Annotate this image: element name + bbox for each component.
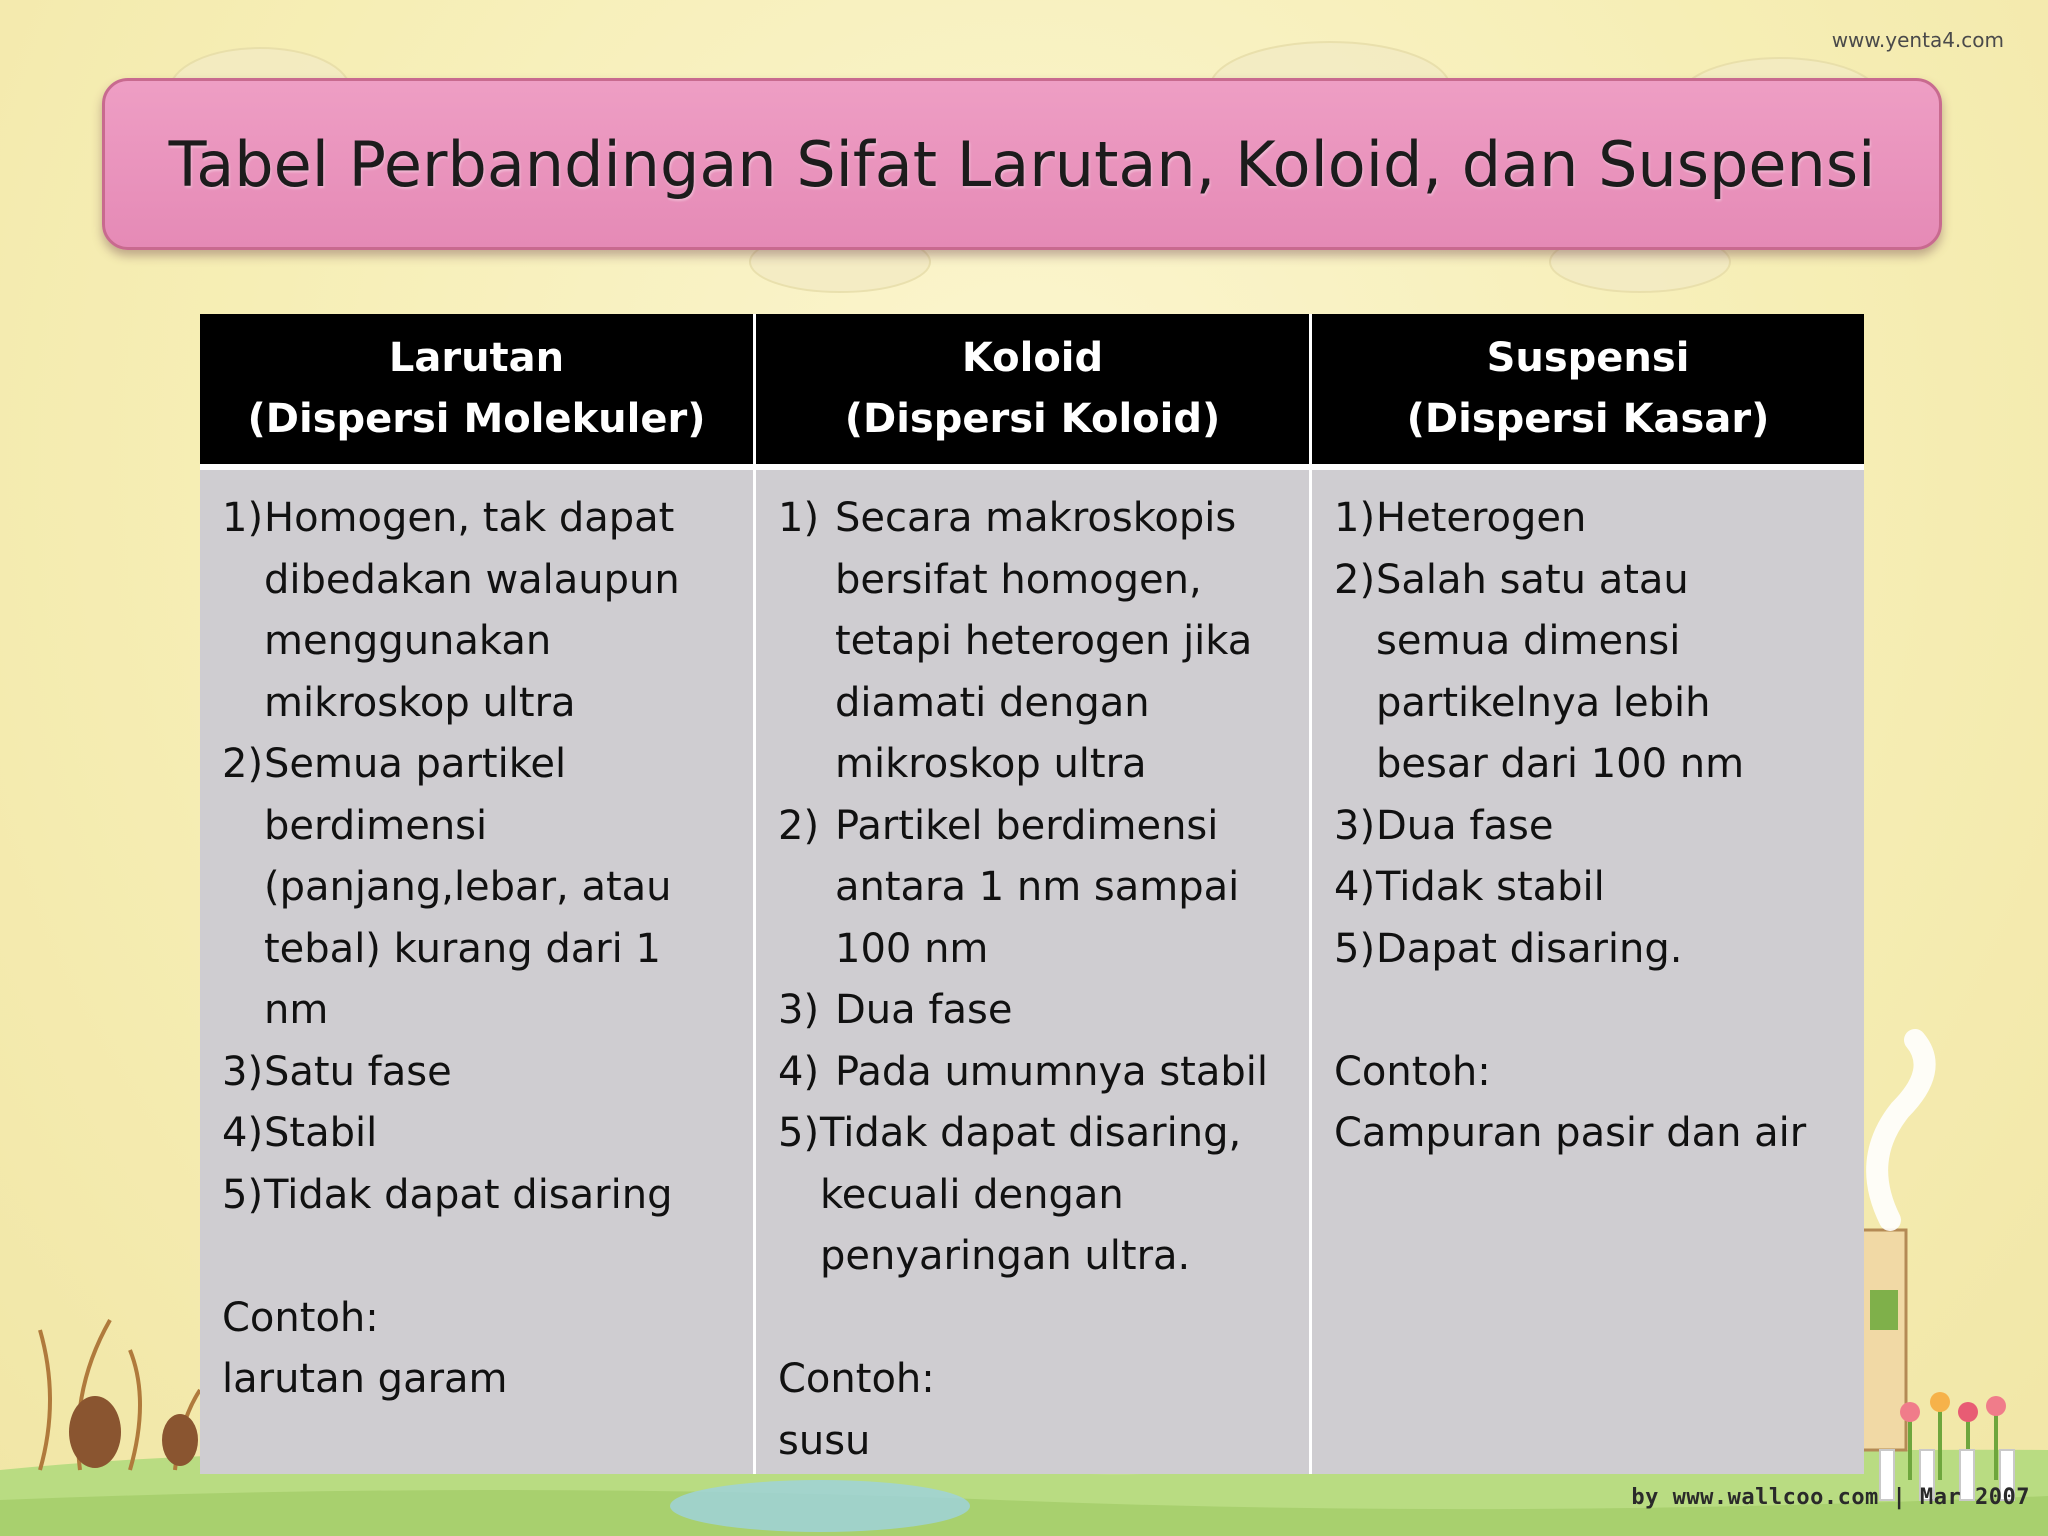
item-line: Partikel berdimensi <box>835 802 1219 849</box>
item-number: 5) <box>1334 925 1376 972</box>
item-number: 5) <box>778 1110 820 1156</box>
item-line: tebal) kurang dari 1 <box>264 925 661 972</box>
header-koloid <box>756 314 1309 464</box>
watermark-bottom: by www.wallcoo.com | Mar 2007 <box>1631 1485 2030 1510</box>
example-value: Campuran pasir dan air <box>1334 1110 1807 1156</box>
item-line: Tidak dapat disaring <box>264 1171 673 1218</box>
item-line: Homogen, tak dapat <box>264 495 675 541</box>
slide-title: Tabel Perbandingan Sifat Larutan, Koloid, dan Suspensi <box>168 127 1876 201</box>
item-number: 3) <box>778 987 820 1033</box>
list-item <box>778 980 1295 1042</box>
list-item <box>778 796 1295 981</box>
item-line: Tidak stabil <box>1376 864 1605 910</box>
item-line: menggunakan <box>264 618 552 664</box>
item-line: Dua fase <box>835 987 1013 1033</box>
item-line: besar dari 100 nm <box>1376 741 1745 787</box>
item-line: bersifat homogen, <box>835 556 1202 603</box>
item-number: 1) <box>778 495 820 541</box>
item-number: 2) <box>1334 556 1376 603</box>
list-item <box>1334 919 1850 981</box>
cell-larutan <box>200 470 753 1474</box>
item-number: 1) <box>1334 495 1376 541</box>
item-number: 4) <box>1334 864 1376 910</box>
item-line: Dapat disaring. <box>1376 925 1683 972</box>
item-line: Stabil <box>264 1110 378 1156</box>
list-item <box>1334 796 1850 858</box>
item-number: 2) <box>778 802 820 849</box>
item-line: Tidak dapat disaring, <box>820 1110 1242 1156</box>
header-line: Koloid <box>961 335 1104 381</box>
item-number: 3) <box>222 1048 264 1095</box>
example-value: susu <box>778 1417 871 1464</box>
cell-suspensi <box>1312 470 1864 1474</box>
item-line: mikroskop ultra <box>264 679 576 726</box>
item-number: 1) <box>222 495 264 541</box>
header-subline: (Dispersi Koloid) <box>844 396 1221 442</box>
item-line: berdimensi <box>264 802 488 849</box>
item-line: mikroskop ultra <box>835 741 1147 787</box>
comparison-table <box>200 314 1864 1474</box>
item-number: 4) <box>778 1048 820 1095</box>
watermark-top: www.yenta4.com <box>1831 28 2004 52</box>
item-line: 100 nm <box>835 925 989 972</box>
list-item <box>222 1165 739 1227</box>
item-line: antara 1 nm sampai <box>835 864 1240 910</box>
list-item <box>778 488 1295 796</box>
cell-koloid <box>756 470 1309 1474</box>
header-subline: (Dispersi Kasar) <box>1406 396 1770 442</box>
header-larutan <box>200 314 753 464</box>
list-item <box>222 488 739 734</box>
list-item <box>222 1042 739 1104</box>
item-line: Secara makroskopis <box>835 495 1237 541</box>
item-line: Pada umumnya stabil <box>835 1048 1268 1095</box>
item-line: semua dimensi <box>1376 618 1681 664</box>
item-number: 5) <box>222 1171 264 1218</box>
example-label: Contoh: <box>222 1294 379 1341</box>
item-line: kecuali dengan <box>820 1171 1124 1218</box>
example-label: Contoh: <box>778 1356 935 1402</box>
item-line: nm <box>264 987 329 1033</box>
header-subline: (Dispersi Molekuler) <box>247 396 706 442</box>
header-line: Suspensi <box>1486 335 1690 381</box>
item-line: Dua fase <box>1376 802 1554 849</box>
item-line: Salah satu atau <box>1376 556 1689 603</box>
list-item <box>1334 857 1850 919</box>
list-item <box>778 1103 1295 1288</box>
header-suspensi <box>1312 314 1864 464</box>
item-line: (panjang,lebar, atau <box>264 864 672 910</box>
item-line: Semua partikel <box>264 741 567 787</box>
example-label: Contoh: <box>1334 1048 1491 1095</box>
list-item <box>1334 488 1850 550</box>
item-number: 4) <box>222 1110 264 1156</box>
list-item <box>1334 550 1850 796</box>
item-line: Heterogen <box>1376 495 1587 541</box>
item-line: penyaringan ultra. <box>820 1233 1191 1279</box>
header-line: Larutan <box>388 335 565 381</box>
item-line: partikelnya lebih <box>1376 679 1711 726</box>
list-item <box>222 734 739 1042</box>
item-line: diamati dengan <box>835 679 1150 726</box>
item-number: 2) <box>222 741 264 787</box>
item-line: dibedakan walaupun <box>264 556 680 603</box>
title-banner <box>102 78 1942 250</box>
item-line: Satu fase <box>264 1048 452 1095</box>
item-line: tetapi heterogen jika <box>835 618 1253 664</box>
list-item <box>778 1042 1295 1104</box>
list-item <box>222 1103 739 1165</box>
example-value: larutan garam <box>222 1356 508 1402</box>
item-number: 3) <box>1334 802 1376 849</box>
